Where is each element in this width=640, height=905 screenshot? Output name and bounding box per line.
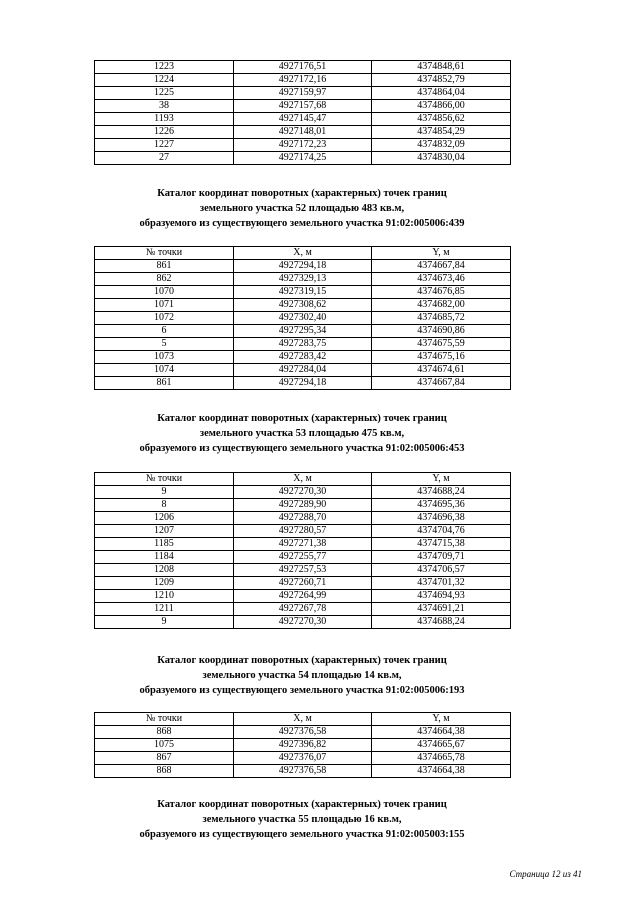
point-number-cell: 1206: [95, 512, 234, 525]
point-number-cell: 1210: [95, 590, 234, 603]
y-coordinate-cell: 4374701,32: [372, 577, 511, 590]
table-row: [95, 260, 511, 273]
table-row: [95, 74, 511, 87]
point-number-cell: 38: [95, 100, 234, 113]
caption-line: Каталог координат поворотных (характерных) точек границ: [157, 188, 447, 199]
table-header-row: [95, 473, 511, 486]
point-number-cell: 9: [95, 486, 234, 499]
y-coordinate-cell: 4374690,86: [372, 325, 511, 338]
header-point-number: № точки: [95, 473, 234, 486]
point-number-cell: 867: [95, 752, 234, 765]
table-row: [95, 551, 511, 564]
caption-line: Каталог координат поворотных (характерных) точек границ: [157, 655, 447, 666]
table-row: [95, 499, 511, 512]
y-coordinate-cell: 4374688,24: [372, 486, 511, 499]
table-row: [95, 87, 511, 100]
table-header-row: [95, 713, 511, 726]
x-coordinate-cell: 4927319,15: [234, 286, 372, 299]
table-row: [95, 351, 511, 364]
header-x: X, м: [234, 247, 372, 260]
point-number-cell: 1209: [95, 577, 234, 590]
point-number-cell: 1070: [95, 286, 234, 299]
x-coordinate-cell: 4927264,99: [234, 590, 372, 603]
table-body: [95, 486, 511, 629]
caption-line: образуемого из существующего земельного участка 91:02:005006:193: [139, 685, 465, 696]
x-coordinate-cell: 4927283,75: [234, 338, 372, 351]
point-number-cell: 861: [95, 377, 234, 390]
y-coordinate-cell: 4374856,62: [372, 113, 511, 126]
table-row: [95, 765, 511, 778]
point-number-cell: 1073: [95, 351, 234, 364]
caption-line: земельного участка 54 площадью 14 кв.м,: [202, 670, 402, 681]
x-coordinate-cell: 4927308,62: [234, 299, 372, 312]
table-row: [95, 152, 511, 165]
x-coordinate-cell: 4927396,82: [234, 739, 372, 752]
table-row: [95, 364, 511, 377]
catalog-caption-plot-55: [94, 797, 510, 842]
y-coordinate-cell: 4374685,72: [372, 312, 511, 325]
x-coordinate-cell: 4927288,70: [234, 512, 372, 525]
point-number-cell: 1208: [95, 564, 234, 577]
y-coordinate-cell: 4374696,38: [372, 512, 511, 525]
y-coordinate-cell: 4374695,36: [372, 499, 511, 512]
table-row: [95, 577, 511, 590]
point-number-cell: 1226: [95, 126, 234, 139]
x-coordinate-cell: 4927376,58: [234, 726, 372, 739]
point-number-cell: 8: [95, 499, 234, 512]
point-number-cell: 27: [95, 152, 234, 165]
point-number-cell: 868: [95, 726, 234, 739]
y-coordinate-cell: 4374854,29: [372, 126, 511, 139]
header-y: Y, м: [372, 473, 511, 486]
x-coordinate-cell: 4927376,58: [234, 765, 372, 778]
x-coordinate-cell: 4927172,23: [234, 139, 372, 152]
y-coordinate-cell: 4374682,00: [372, 299, 511, 312]
header-point-number: № точки: [95, 247, 234, 260]
x-coordinate-cell: 4927376,07: [234, 752, 372, 765]
point-number-cell: 1227: [95, 139, 234, 152]
caption-line: Каталог координат поворотных (характерных) точек границ: [157, 799, 447, 810]
x-coordinate-cell: 4927294,18: [234, 260, 372, 273]
coordinate-table-plot-54: [94, 712, 511, 778]
x-coordinate-cell: 4927174,25: [234, 152, 372, 165]
point-number-cell: 868: [95, 765, 234, 778]
caption-line: образуемого из существующего земельного участка 91:02:005003:155: [139, 829, 465, 840]
table-header-row: [95, 247, 511, 260]
y-coordinate-cell: 4374688,24: [372, 616, 511, 629]
x-coordinate-cell: 4927157,68: [234, 100, 372, 113]
catalog-caption-plot-53: [94, 411, 510, 456]
table-row: [95, 377, 511, 390]
x-coordinate-cell: 4927172,16: [234, 74, 372, 87]
point-number-cell: 1185: [95, 538, 234, 551]
header-x: X, м: [234, 473, 372, 486]
point-number-cell: 6: [95, 325, 234, 338]
point-number-cell: 861: [95, 260, 234, 273]
table-row: [95, 139, 511, 152]
y-coordinate-cell: 4374673,46: [372, 273, 511, 286]
caption-line: Каталог координат поворотных (характерных) точек границ: [157, 413, 447, 424]
point-number-cell: 1193: [95, 113, 234, 126]
table-row: [95, 752, 511, 765]
table-row: [95, 564, 511, 577]
table-row: [95, 126, 511, 139]
caption-line: земельного участка 55 площадью 16 кв.м,: [202, 814, 402, 825]
y-coordinate-cell: 4374866,00: [372, 100, 511, 113]
header-point-number: № точки: [95, 713, 234, 726]
x-coordinate-cell: 4927289,90: [234, 499, 372, 512]
y-coordinate-cell: 4374706,57: [372, 564, 511, 577]
x-coordinate-cell: 4927260,71: [234, 577, 372, 590]
table-row: [95, 286, 511, 299]
caption-line: образуемого из существующего земельного участка 91:02:005006:439: [139, 218, 465, 229]
point-number-cell: 1225: [95, 87, 234, 100]
point-number-cell: 1211: [95, 603, 234, 616]
x-coordinate-cell: 4927284,04: [234, 364, 372, 377]
x-coordinate-cell: 4927329,13: [234, 273, 372, 286]
table-row: [95, 486, 511, 499]
header-x: X, м: [234, 713, 372, 726]
table-row: [95, 299, 511, 312]
table-body: [95, 260, 511, 390]
x-coordinate-cell: 4927159,97: [234, 87, 372, 100]
y-coordinate-cell: 4374864,04: [372, 87, 511, 100]
y-coordinate-cell: 4374691,21: [372, 603, 511, 616]
x-coordinate-cell: 4927257,53: [234, 564, 372, 577]
y-coordinate-cell: 4374694,93: [372, 590, 511, 603]
y-coordinate-cell: 4374675,59: [372, 338, 511, 351]
table-row: [95, 312, 511, 325]
y-coordinate-cell: 4374848,61: [372, 61, 511, 74]
header-y: Y, м: [372, 247, 511, 260]
y-coordinate-cell: 4374852,79: [372, 74, 511, 87]
x-coordinate-cell: 4927295,34: [234, 325, 372, 338]
catalog-caption-plot-54: [94, 653, 510, 698]
x-coordinate-cell: 4927255,77: [234, 551, 372, 564]
point-number-cell: 1224: [95, 74, 234, 87]
y-coordinate-cell: 4374715,38: [372, 538, 511, 551]
table-row: [95, 726, 511, 739]
table-row: [95, 590, 511, 603]
page-number: Страница 12 из 41: [509, 869, 582, 879]
header-y: Y, м: [372, 713, 511, 726]
table-body: [95, 726, 511, 778]
catalog-caption-plot-52: [94, 186, 510, 231]
point-number-cell: 1223: [95, 61, 234, 74]
point-number-cell: 1071: [95, 299, 234, 312]
table-row: [95, 739, 511, 752]
table-row: [95, 61, 511, 74]
y-coordinate-cell: 4374704,76: [372, 525, 511, 538]
y-coordinate-cell: 4374664,38: [372, 726, 511, 739]
table-row: [95, 525, 511, 538]
table-row: [95, 273, 511, 286]
y-coordinate-cell: 4374832,09: [372, 139, 511, 152]
table-row: [95, 616, 511, 629]
coordinate-table-plot-53: [94, 472, 511, 629]
y-coordinate-cell: 4374674,61: [372, 364, 511, 377]
y-coordinate-cell: 4374664,38: [372, 765, 511, 778]
y-coordinate-cell: 4374665,67: [372, 739, 511, 752]
y-coordinate-cell: 4374709,71: [372, 551, 511, 564]
x-coordinate-cell: 4927270,30: [234, 616, 372, 629]
table-row: [95, 603, 511, 616]
y-coordinate-cell: 4374665,78: [372, 752, 511, 765]
table-body: [95, 61, 511, 165]
x-coordinate-cell: 4927267,78: [234, 603, 372, 616]
caption-line: земельного участка 52 площадью 483 кв.м,: [199, 203, 405, 214]
x-coordinate-cell: 4927270,30: [234, 486, 372, 499]
y-coordinate-cell: 4374676,85: [372, 286, 511, 299]
caption-line: образуемого из существующего земельного участка 91:02:005006:453: [139, 443, 465, 454]
x-coordinate-cell: 4927283,42: [234, 351, 372, 364]
x-coordinate-cell: 4927145,47: [234, 113, 372, 126]
table-row: [95, 113, 511, 126]
coordinate-table-plot-52: [94, 246, 511, 390]
table-row: [95, 325, 511, 338]
table-row: [95, 338, 511, 351]
point-number-cell: 1075: [95, 739, 234, 752]
point-number-cell: 1072: [95, 312, 234, 325]
y-coordinate-cell: 4374830,04: [372, 152, 511, 165]
caption-line: земельного участка 53 площадью 475 кв.м,: [199, 428, 405, 439]
x-coordinate-cell: 4927280,57: [234, 525, 372, 538]
point-number-cell: 1074: [95, 364, 234, 377]
y-coordinate-cell: 4374667,84: [372, 377, 511, 390]
table-row: [95, 538, 511, 551]
x-coordinate-cell: 4927271,38: [234, 538, 372, 551]
x-coordinate-cell: 4927302,40: [234, 312, 372, 325]
y-coordinate-cell: 4374675,16: [372, 351, 511, 364]
x-coordinate-cell: 4927148,01: [234, 126, 372, 139]
table-row: [95, 512, 511, 525]
point-number-cell: 862: [95, 273, 234, 286]
x-coordinate-cell: 4927176,51: [234, 61, 372, 74]
table-row: [95, 100, 511, 113]
point-number-cell: 1184: [95, 551, 234, 564]
point-number-cell: 5: [95, 338, 234, 351]
coordinate-table-continued: [94, 60, 511, 165]
y-coordinate-cell: 4374667,84: [372, 260, 511, 273]
x-coordinate-cell: 4927294,18: [234, 377, 372, 390]
point-number-cell: 1207: [95, 525, 234, 538]
point-number-cell: 9: [95, 616, 234, 629]
